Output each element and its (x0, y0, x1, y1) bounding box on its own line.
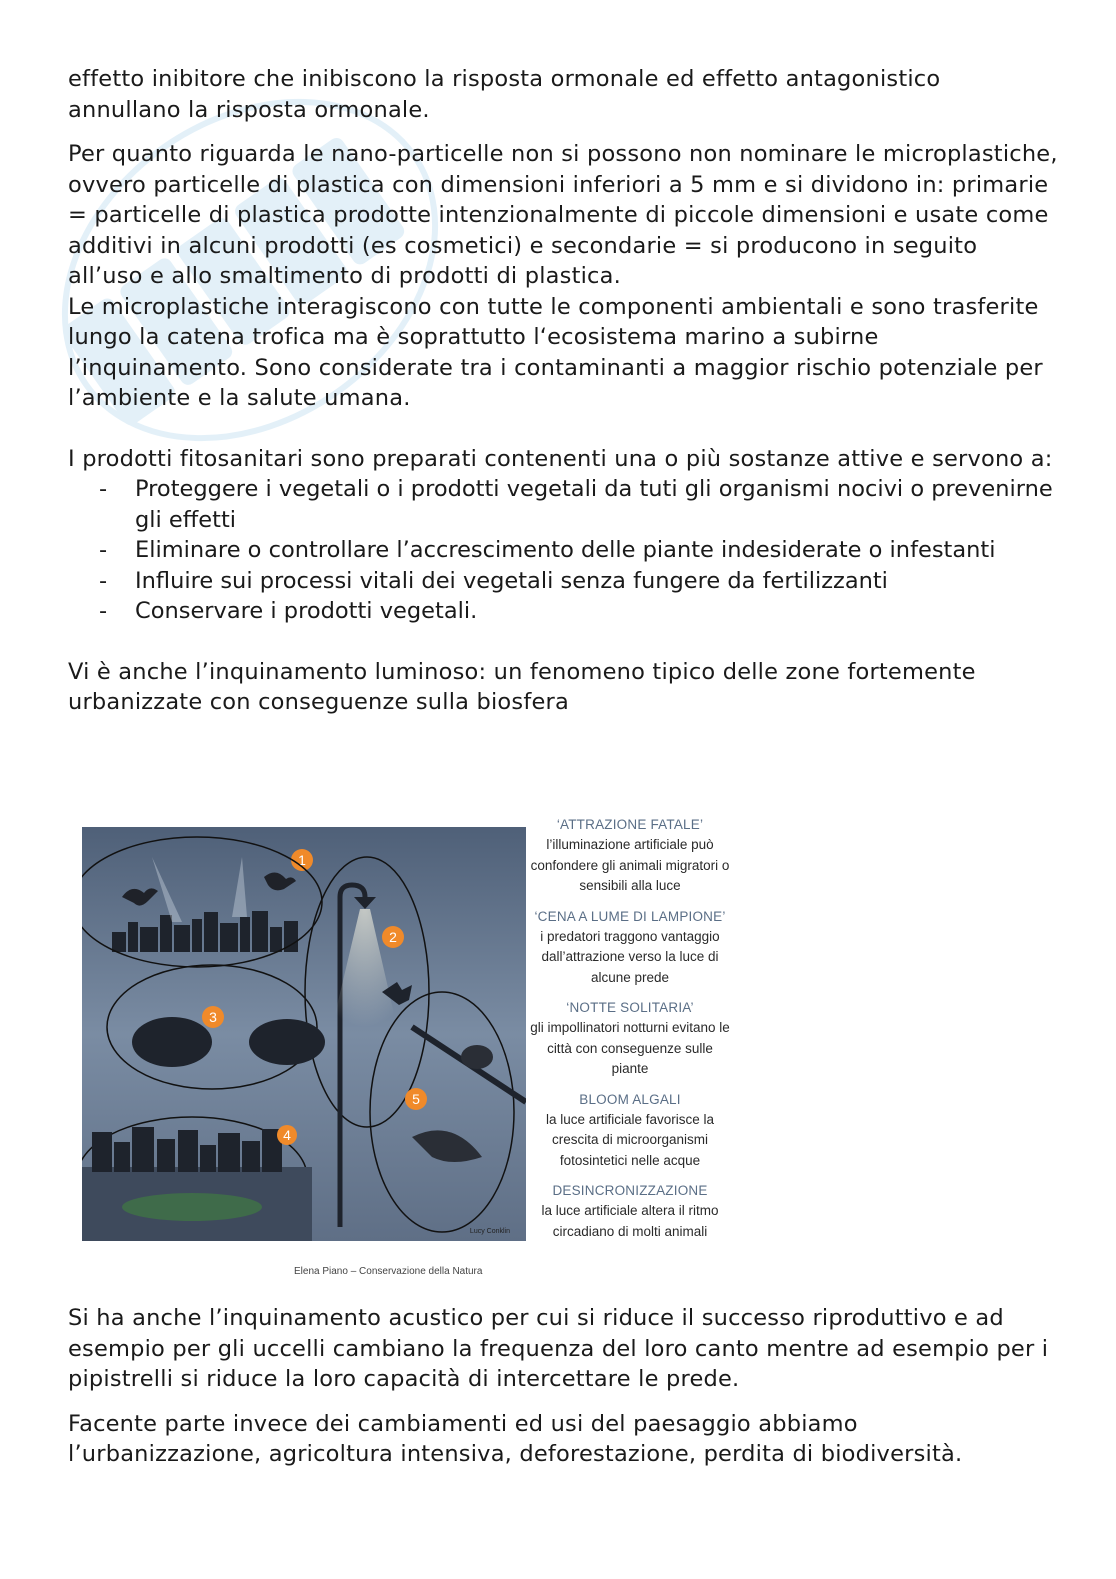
svg-text:3: 3 (209, 1009, 217, 1025)
paragraph-hormones: effetto inibitore che inibiscono la risposta ormonale ed effetto antagonistico annullano la risposta ormonale. (68, 66, 941, 123)
paragraph-microplastics-impact: Le microplastiche interagiscono con tutte le componenti ambientali e sono trasferite lungo la catena trofica ma è soprattutto l‘ecosistema marino a subirne l’inquinamento. Sono considerate tra i contaminanti a maggior rischio potenziale per l’ambiente e la salute umana. (68, 293, 1043, 411)
svg-text:4: 4 (283, 1127, 291, 1143)
paragraph-fitosanitari: I prodotti fitosanitari sono preparati contenenti una o più sostanze attive e servono a: (68, 445, 1053, 472)
legend-item: DESINCRONIZZAZIONE la luce artificiale altera il ritmo circadiano di molti animali (541, 1183, 719, 1239)
legend-item: ‘CENA A LUME DI LAMPIONE’ i predatori traggono vantaggio dall’attrazione verso la luce di alcune prede (534, 908, 726, 985)
legend-item: ‘NOTTE SOLITARIA’ gli impollinatori notturni evitano le città con conseguenze sulle piante (530, 1000, 730, 1076)
list-item: - Eliminare o controllare l’accrescimento delle piante indesiderate o infestanti (68, 535, 1058, 566)
light-pollution-illustration (82, 827, 526, 1241)
paragraph-noise-pollution: Si ha anche l’inquinamento acustico per cui si riduce il successo riproduttivo e ad esempio per gli uccelli cambiano la frequenza del loro canto mentre ad esempio per i pipistrelli si riduce la loro capacità di intercettare le prede. (68, 1305, 1049, 1392)
list-dash: - (99, 598, 108, 624)
paragraph-light-pollution: Vi è anche l’inquinamento luminoso: un fenomeno tipico delle zone fortemente urbanizzate con conseguenze sulla biosfera (68, 658, 976, 715)
legend-item: BLOOM ALGALI la luce artificiale favorisce la crescita di microorganismi fotosintetici nelle acque (545, 1091, 715, 1168)
svg-text:5: 5 (412, 1091, 420, 1107)
svg-text:1: 1 (298, 852, 306, 868)
list-dash: - (99, 537, 108, 563)
document-body-continued (68, 1303, 1058, 1470)
svg-text:2: 2 (389, 929, 397, 945)
figure-caption: Elena Piano – Conservazione della Natura (294, 1266, 483, 1277)
illustration-credit: Lucy Conklin (469, 1228, 510, 1235)
figure-legend (530, 815, 730, 1252)
paragraph-landscape: Facente parte invece dei cambiamenti ed usi del paesaggio abbiamo l’urbanizzazione, agricoltura intensiva, deforestazione, perdita di biodiversità. (68, 1410, 963, 1467)
document-body (68, 64, 1058, 718)
list-item: - Influire sui processi vitali dei vegetali senza fungere da fertilizzanti (68, 566, 1058, 597)
list-dash: - (99, 567, 108, 594)
legend-item: ‘ATTRAZIONE FATALE’ l’illuminazione artificiale può confondere gli animali migratori o sensibili alla luce (530, 817, 730, 893)
list-dash: - (99, 476, 108, 502)
paragraph-microplastics-intro: Per quanto riguarda le nano-particelle non si possono non nominare le microplastiche, ovvero particelle di plastica con dimensioni inferiori a 5 mm e si dividono in: primarie = particelle di plastica prodotte intenzionalmente di piccole dimensioni e usate come additivi in alcuni prodotti (es cosmetici) e secondarie = si producono in seguito all’uso e allo smaltimento di prodotti di plastica. (68, 141, 1058, 289)
list-item: - Conservare i prodotti vegetali. (68, 596, 1058, 627)
fitosanitari-list (68, 474, 1058, 627)
list-item: - Proteggere i vegetali o i prodotti vegetali da tuti gli organismi nocivi o prevenirne gli effetti (99, 476, 1053, 533)
